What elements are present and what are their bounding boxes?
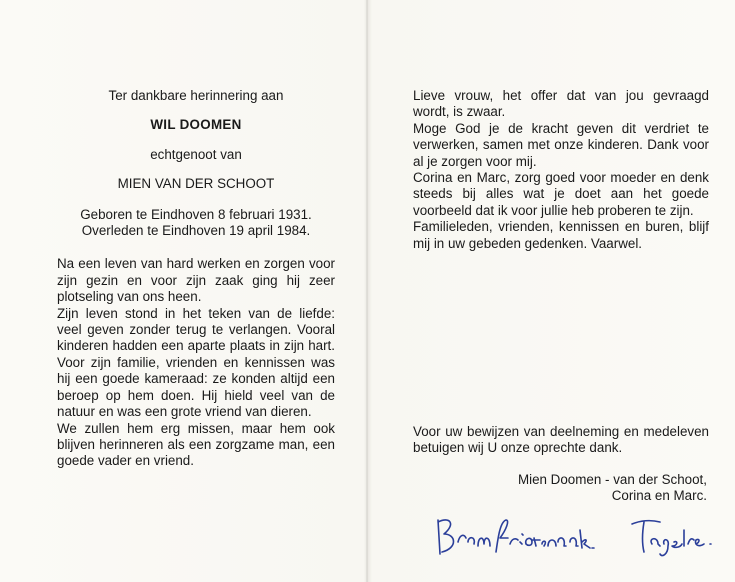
obituary-text	[57, 256, 335, 469]
deceased-name: WIL DOOMEN	[150, 117, 242, 133]
spouse-name: MIEN VAN DER SCHOOT	[117, 176, 275, 192]
death-line: Overleden te Eindhoven 19 april 1984.	[81, 223, 311, 239]
thanks-text	[413, 424, 709, 457]
intro-line: Ter dankbare herinnering aan	[108, 88, 284, 103]
message-paragraph-2: Moge God je de kracht geven dit verdriet te verwerken, samen met onze kinderen. Dank voor al je zorgen voor mij.	[413, 120, 709, 169]
message-paragraph-3: Corina en Marc, zorg goed voor moeder en denk steeds bij alles wat je doet aan het goede voorbeeld dat ik voor jullie heb proberen te zijn.	[413, 170, 709, 218]
message-paragraph-1: Lieve vrouw, het offer dat van jou gevraagd wordt, is zwaar.	[413, 88, 709, 120]
obituary-paragraph-3: We zullen hem erg missen, maar hem ook blijven herinneren als een zorgzame man, een goede vader en vriend.	[57, 420, 335, 469]
signers-block	[413, 472, 707, 505]
card-fold	[366, 0, 368, 582]
relation-line: echtgenoot van	[150, 146, 242, 162]
signer-line-2: Corina en Marc.	[611, 488, 707, 504]
obituary-paragraph-1: Na een leven van hard werken en zorgen voor zijn gezin en voor zijn zaak ging hij zeer plotseling van ons heen.	[57, 256, 335, 305]
right-panel	[413, 88, 709, 252]
message-paragraph-4: Familieleden, vrienden, kennissen en buren, blijf mij in uw gebeden gedenken. Vaarwel.	[413, 219, 709, 251]
handwritten-signature	[430, 508, 720, 568]
left-panel	[57, 88, 335, 470]
thanks-paragraph: Voor uw bewijzen van deelneming en medeleven betuigen wij U onze oprechte dank.	[413, 424, 709, 456]
signer-line-1: Mien Doomen - van der Schoot,	[517, 472, 707, 487]
birth-line: Geboren te Eindhoven 8 februari 1931.	[80, 206, 312, 222]
obituary-paragraph-2: Zijn leven stond in het teken van de liefde: veel geven zonder terug te verlangen. Vooral kinderen hadden een aparte plaats in zijn hart. Voor zijn familie, vrienden en kennissen was hij een goede kameraad: ze konden altijd een beroep op hem doen. Hij hield veel van de natuur en was een grote vriend van dieren.	[57, 305, 335, 420]
